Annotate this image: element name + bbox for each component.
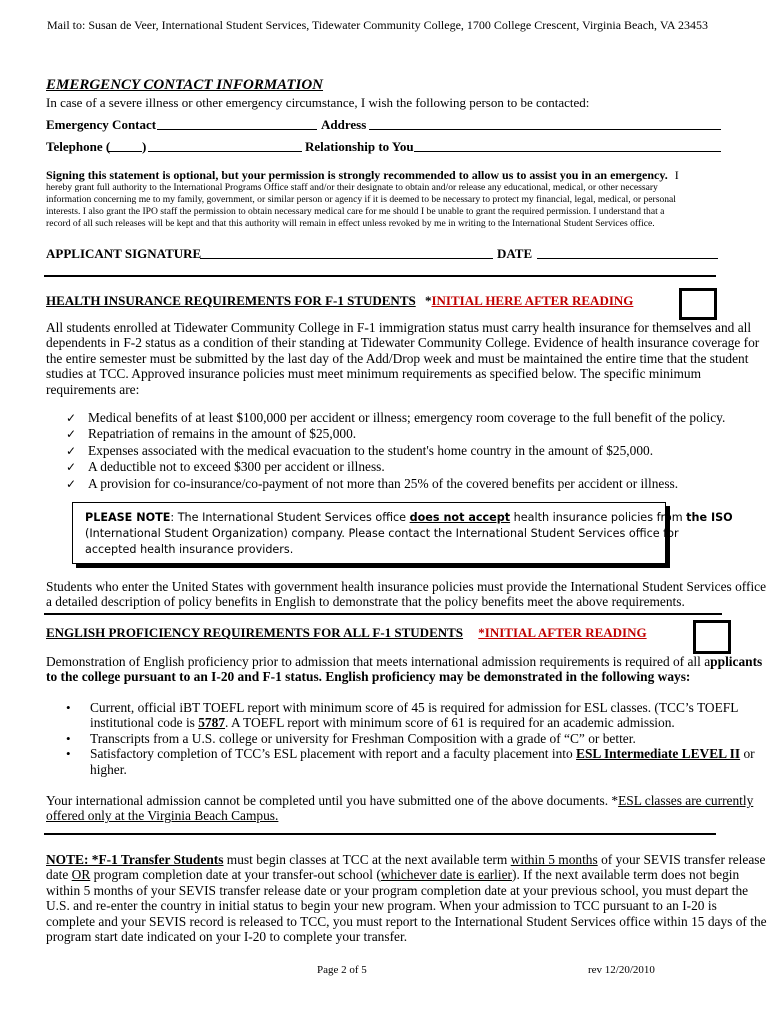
does-not-accept: does not accept <box>409 511 511 524</box>
telephone-label: Telephone ( <box>46 139 111 154</box>
list-item <box>66 746 755 761</box>
transfer-text: of your SEVIS transfer release <box>597 852 766 867</box>
checkmark-icon: ✓ <box>66 443 77 458</box>
checkmark-icon: ✓ <box>66 460 77 475</box>
telephone-paren: ) <box>142 139 147 154</box>
health-heading-row <box>46 293 633 309</box>
checkmark-icon: ✓ <box>66 427 77 442</box>
checkmark-icon: ✓ <box>66 476 77 491</box>
section-divider <box>44 613 722 615</box>
please-note-box <box>72 502 733 564</box>
transfer-text: must begin classes at TCC at the next available term <box>223 852 511 867</box>
transfer-text: ). If the next available term does not begin <box>512 867 740 883</box>
requirement-text: Medical benefits of at least $100,000 per accident or illness; emergency room coverage to the full benefit of the policy. <box>88 410 726 425</box>
telephone-field[interactable] <box>148 139 302 152</box>
requirement-text: A provision for co-insurance/co-payment of not more than 25% of the covered benefits per accident or illness. <box>88 475 679 491</box>
list-item <box>66 476 725 492</box>
list-item <box>66 731 755 746</box>
list-item <box>66 459 725 475</box>
intro-bold-text: pplicants <box>710 654 763 669</box>
requirement-text: A deductible not to exceed $300 per accident or illness. <box>88 459 385 475</box>
requirements-list <box>66 410 725 492</box>
english-heading-row <box>46 625 647 641</box>
telephone-area-code-field[interactable] <box>108 139 142 152</box>
transfer-note-label: NOTE: *F-1 Transfer Students <box>46 852 224 867</box>
transfer-text: program completion date at your transfer-out school ( <box>90 867 381 883</box>
relationship-label: Relationship to You <box>305 139 414 154</box>
date-label: DATE <box>497 246 533 261</box>
list-item-continuation: higher. <box>90 761 127 777</box>
whichever-earlier: whichever date is earlier <box>380 867 513 883</box>
health-initial-box[interactable] <box>679 288 717 320</box>
government-insurance-paragraph <box>46 579 766 610</box>
revision-date: rev 12/20/2010 <box>588 964 655 976</box>
grant-line: hereby grant full authority to the International Programs Office staff and/or their designate to obtain and/or release any educational, medical, or other necessary <box>46 182 658 193</box>
emergency-heading: EMERGENCY CONTACT INFORMATION <box>46 77 324 93</box>
initial-star: * <box>424 293 432 308</box>
transfer-line <box>46 852 767 867</box>
emergency-contact-field[interactable] <box>157 117 317 130</box>
note-line: (International Student Organization) company. Please contact the International Student Services office for <box>85 527 679 540</box>
english-options-list <box>66 700 755 777</box>
page-number: Page 2 of 5 <box>317 964 367 976</box>
date-field[interactable] <box>537 246 718 259</box>
toefl-text: . A TOEFL report with minimum score of 61 is required for an academic admission. <box>225 715 675 731</box>
requirement-text: Expenses associated with the medical evacuation to the student's home country in the amount of $25,000. <box>88 442 654 458</box>
list-item-continuation <box>66 715 755 730</box>
esl-text: Satisfactory completion of TCC’s ESL placement with report and a faculty placement into <box>90 746 577 762</box>
checkmark-icon: ✓ <box>66 411 77 425</box>
grant-line: information concerning me to my family, government, or similar person or agency if it is deemed to be necessary to protect my financial, legal, medical, or personal <box>46 194 676 205</box>
applicant-signature-label: APPLICANT SIGNATURE <box>46 246 202 261</box>
list-item <box>66 443 725 459</box>
signing-statement-bold: Signing this statement is optional, but your permission is strongly recommended to allow us to assist you in an emergency. <box>46 168 668 182</box>
note-text: health insurance policies from <box>510 511 687 524</box>
admission-text: Your international admission cannot be completed until you have submitted one of the above documents. * <box>46 793 619 808</box>
please-note-label: PLEASE NOTE <box>85 511 171 524</box>
applicant-signature-field[interactable] <box>200 246 493 259</box>
transfer-line: within 5 months of your SEVIS transfer release date or your program completion date at your previous school, you must depart the <box>46 882 749 898</box>
transfer-line: complete and your SEVIS record is released to TCC, you must report to the International Student Services office within 15 days of the <box>46 913 767 929</box>
english-intro-line: to the college pursuant to an I-20 and F-1 status. English proficiency may be demonstrated in the following ways: <box>46 669 691 685</box>
admission-line <box>46 793 753 808</box>
esl-text: or <box>740 746 755 762</box>
emergency-contact-label: Emergency Contact <box>46 117 157 132</box>
note-line: accepted health insurance providers. <box>85 543 294 556</box>
requirement-text: Repatriation of remains in the amount of $25,000. <box>88 426 357 442</box>
health-para-line: studies at TCC. Approved insurance policies must meet minimum requirements as specified below. The specific minimum <box>46 366 702 382</box>
list-item <box>66 410 725 426</box>
signing-statement <box>46 168 679 183</box>
health-para-line: the entire semester must be submitted by the last day of the Add/Drop week and must be maintained the entire time that the student <box>46 350 749 366</box>
mail-to-address: Mail to: Susan de Veer, International Student Services, Tidewater Community College, 1700 College Crescent, Virginia Beach, VA 23453 <box>47 18 708 32</box>
section-divider <box>44 833 716 835</box>
admission-line: offered only at the Virginia Beach Campus. <box>46 808 279 824</box>
relationship-field[interactable] <box>414 139 721 152</box>
section-divider <box>44 275 716 277</box>
bullet-icon: • <box>66 700 71 715</box>
esl-level: ESL Intermediate LEVEL II <box>576 746 741 762</box>
within-5-months: within 5 months <box>510 852 598 867</box>
transfer-line: U.S. and re-enter the country in initial status to begin your new program. When your admission to TCC pursuant to an I-20 is <box>46 898 717 914</box>
gov-line: a detailed description of policy benefits in English to demonstrate that the policy benefits meet the above requirements. <box>46 594 685 610</box>
toefl-text: Current, official iBT TOEFL report with minimum score of 45 is required for admission for ESL classes. (TCC’s TOEFL <box>90 700 739 715</box>
initial-after-reading-text: *INITIAL AFTER READING <box>478 625 647 640</box>
the-iso: the ISO <box>686 511 733 524</box>
esl-campus-note: ESL classes are currently <box>618 793 754 808</box>
emergency-intro: In case of a severe illness or other emergency circumstance, I wish the following person to be contacted: <box>46 95 590 110</box>
transfer-text: date <box>46 867 72 883</box>
english-intro <box>46 654 762 685</box>
address-field[interactable] <box>369 117 721 130</box>
health-paragraph <box>46 320 759 397</box>
intro-text: Demonstration of English proficiency prior to admission that meets international admission requirements is required of all a <box>46 654 711 669</box>
english-intro-line <box>46 654 762 669</box>
transcripts-text: Transcripts from a U.S. college or university for Freshman Composition with a grade of “C” or better. <box>90 730 636 746</box>
health-para-line: All students enrolled at Tidewater Community College in F-1 immigration status must carry health insurance for themselves and all <box>46 320 752 335</box>
bullet-icon: • <box>66 746 71 762</box>
grant-line: interests. I also grant the IPO staff the permission to obtain necessary medical care for me should I be unable to grant the required permission. I understand that a <box>46 206 665 217</box>
note-text: : The International Student Services office <box>170 511 410 524</box>
health-heading: HEALTH INSURANCE REQUIREMENTS FOR F-1 STUDENTS <box>46 293 416 308</box>
toefl-text: institutional code is <box>90 715 199 731</box>
health-para-line: dependents in F-2 status as a condition of their standing at Tidewater Community College. Evidence of health insurance coverage for <box>46 335 760 351</box>
english-initial-box[interactable] <box>693 620 731 654</box>
gov-line: Students who enter the United States with government health insurance policies must provide the International Student Services office <box>46 579 767 594</box>
english-heading: ENGLISH PROFICIENCY REQUIREMENTS FOR ALL F-1 STUDENTS <box>46 625 464 640</box>
transfer-line <box>46 867 767 882</box>
transfer-note <box>46 852 767 944</box>
signing-statement-i: I <box>674 168 679 182</box>
list-item <box>66 700 755 715</box>
list-item <box>66 426 725 442</box>
or-emphasis: OR <box>71 867 91 883</box>
transfer-line: program start date indicated on your I-20 to complete your transfer. <box>46 929 408 945</box>
initial-here-text: INITIAL HERE AFTER READING <box>431 293 634 308</box>
note-line <box>85 510 733 526</box>
address-label: Address <box>321 117 367 132</box>
health-para-line: requirements are: <box>46 381 140 397</box>
bullet-icon: • <box>66 730 71 746</box>
toefl-code: 5787 <box>198 715 226 731</box>
grant-authority-text <box>46 182 676 230</box>
admission-paragraph <box>46 793 753 824</box>
grant-line: record of all such releases will be kept and that this authority will remain in effect unless revoked by me in writing to the International Student Services office. <box>46 218 655 229</box>
